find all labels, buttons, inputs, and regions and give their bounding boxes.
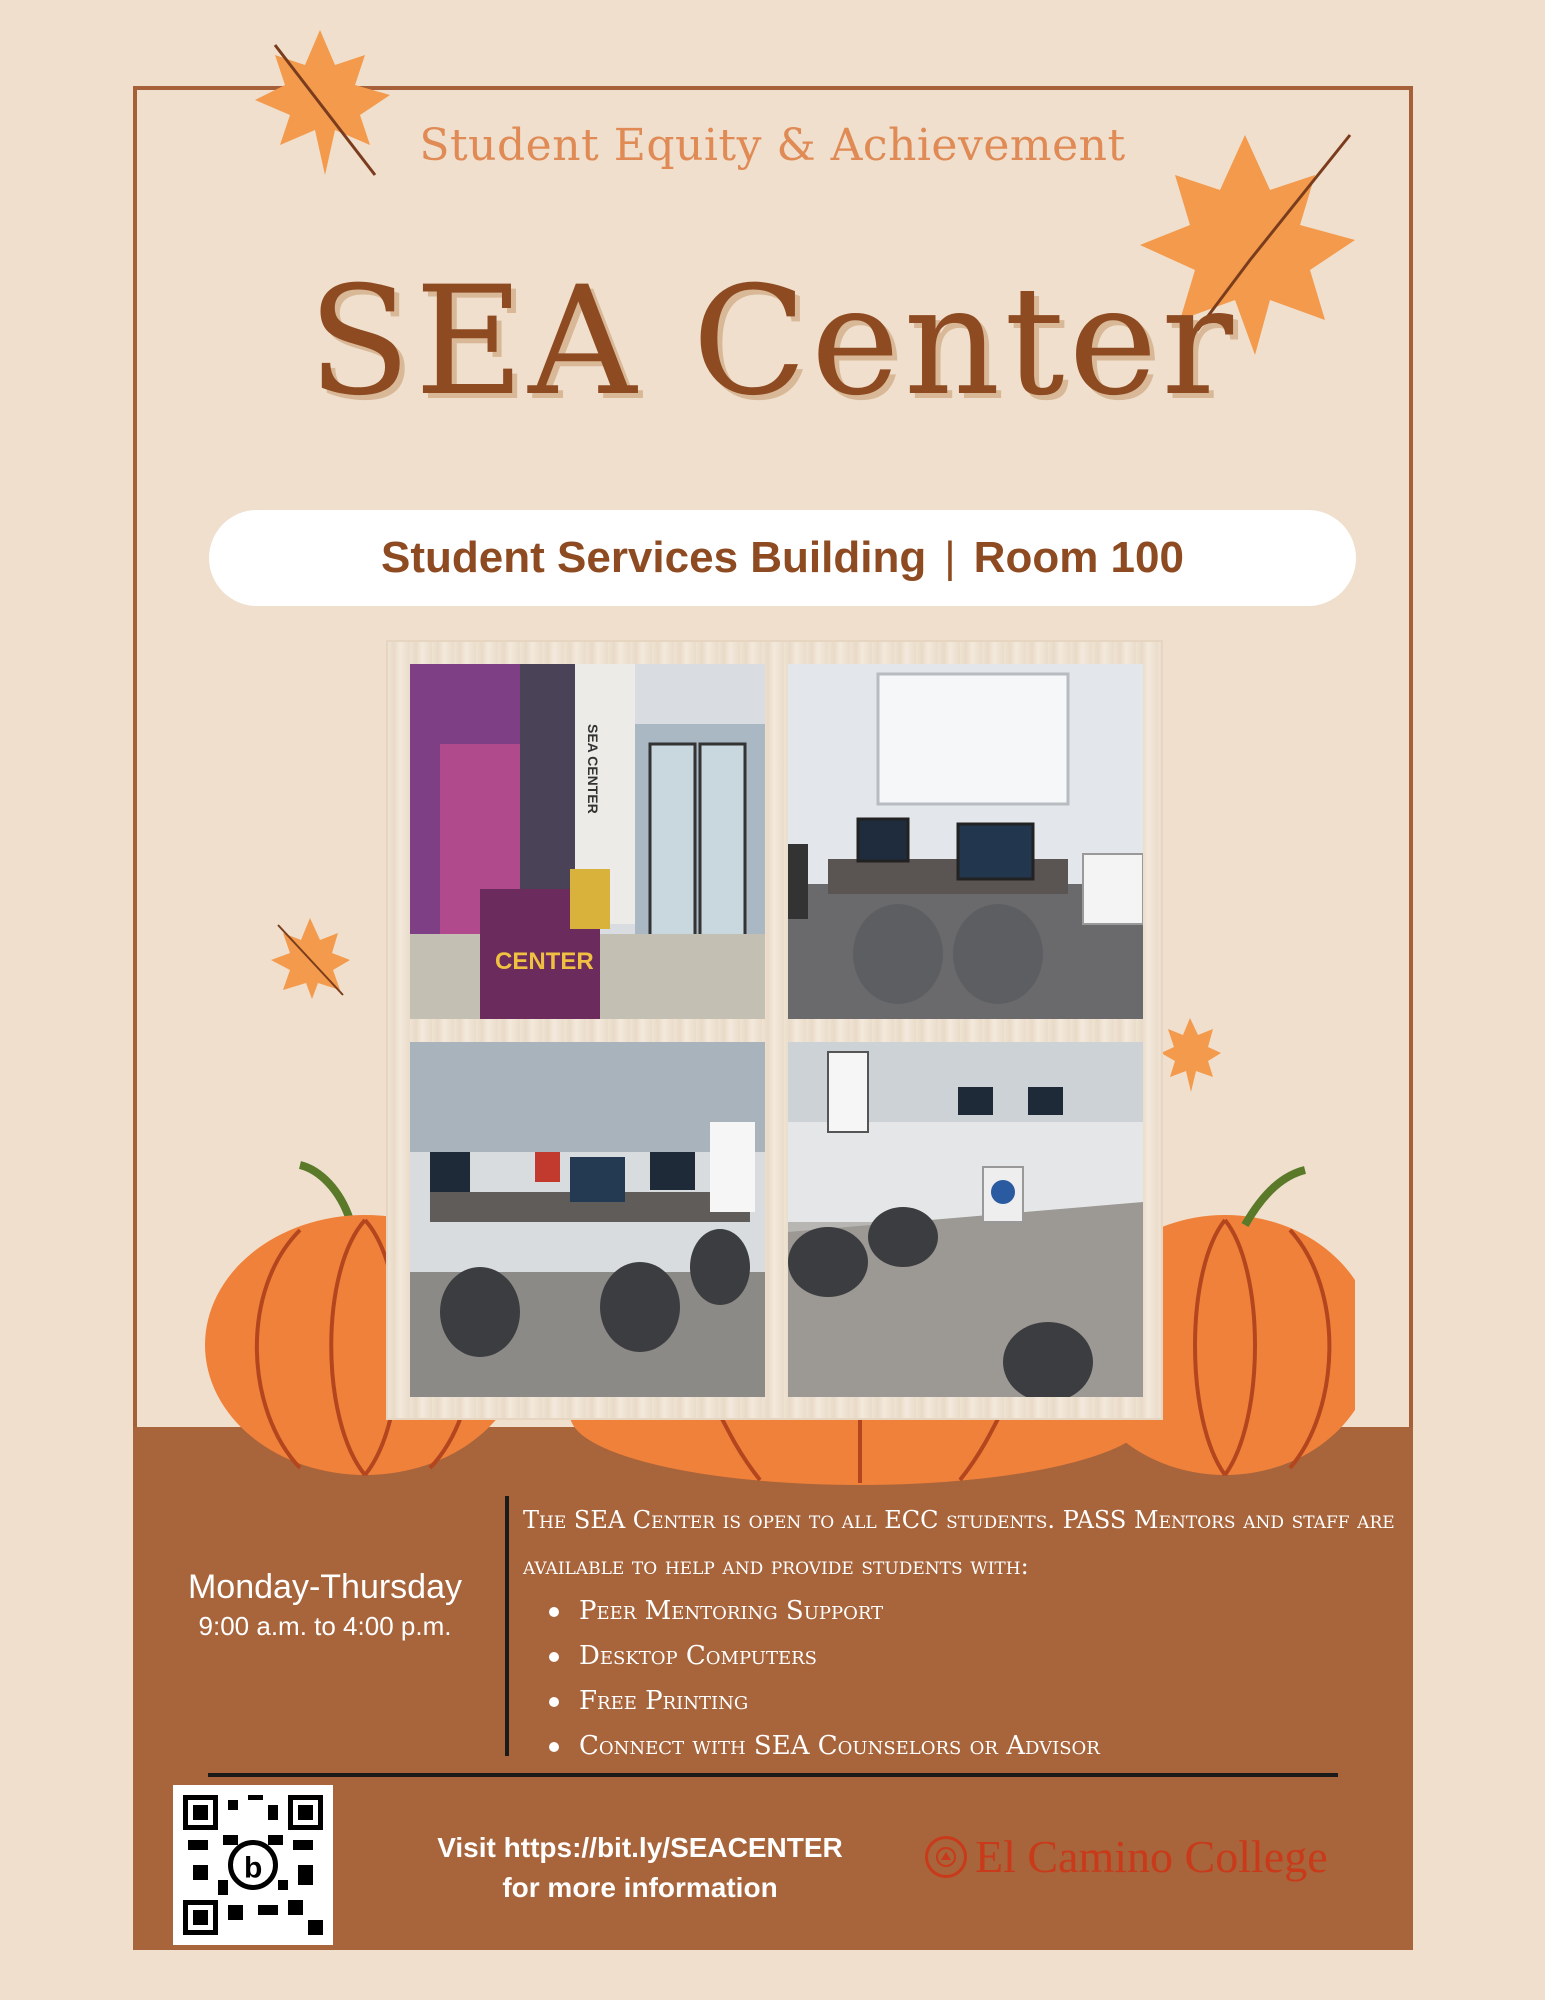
services-list — [549, 1589, 1403, 1769]
visit-url[interactable]: Visit https://bit.ly/SEACENTER — [437, 1832, 843, 1863]
service-item: Desktop Computers — [549, 1634, 1403, 1679]
location-banner — [209, 510, 1356, 606]
services-intro: The SEA Center is open to all ECC students. PASS Mentors and staff are available to help and provide students with: — [523, 1506, 1395, 1580]
service-item: Connect with SEA Counselors or Advisor — [549, 1724, 1403, 1769]
header-subtitle: Student Equity & Achievement — [419, 120, 1126, 171]
location-separator: | — [944, 533, 956, 582]
services-info — [523, 1497, 1403, 1769]
service-item: Peer Mentoring Support — [549, 1589, 1403, 1634]
visit-note: for more information — [502, 1872, 778, 1903]
page-title: SEA Center — [307, 255, 1238, 429]
hours-days: Monday-Thursday — [187, 1568, 462, 1606]
photo-computers — [788, 664, 1143, 1019]
photo-collage — [386, 640, 1163, 1420]
photo-lab — [410, 1042, 765, 1397]
photo-meeting-area — [788, 1042, 1143, 1397]
qr-code[interactable] — [173, 1785, 333, 1945]
qr-code-icon — [183, 1795, 323, 1935]
horizontal-divider — [208, 1773, 1338, 1777]
hours-time: 9:00 a.m. to 4:00 p.m. — [198, 1611, 452, 1641]
college-seal-icon — [925, 1836, 967, 1878]
sign-vertical-text: SEA CENTER — [585, 724, 601, 814]
maple-leaf-icon — [1158, 1015, 1223, 1095]
room-number: Room 100 — [973, 533, 1184, 582]
poster-text: CENTER — [495, 948, 594, 975]
svg-text:b: b — [244, 1851, 263, 1885]
photo-entrance — [410, 664, 765, 1019]
college-name: El Camino College — [975, 1831, 1328, 1882]
maple-leaf-icon — [268, 915, 353, 1000]
service-item: Free Printing — [549, 1679, 1403, 1724]
college-logo — [925, 1830, 1328, 1883]
vertical-divider — [505, 1496, 509, 1756]
hours-block — [160, 1568, 490, 1642]
building-name: Student Services Building — [381, 533, 927, 582]
visit-info — [380, 1828, 900, 1908]
